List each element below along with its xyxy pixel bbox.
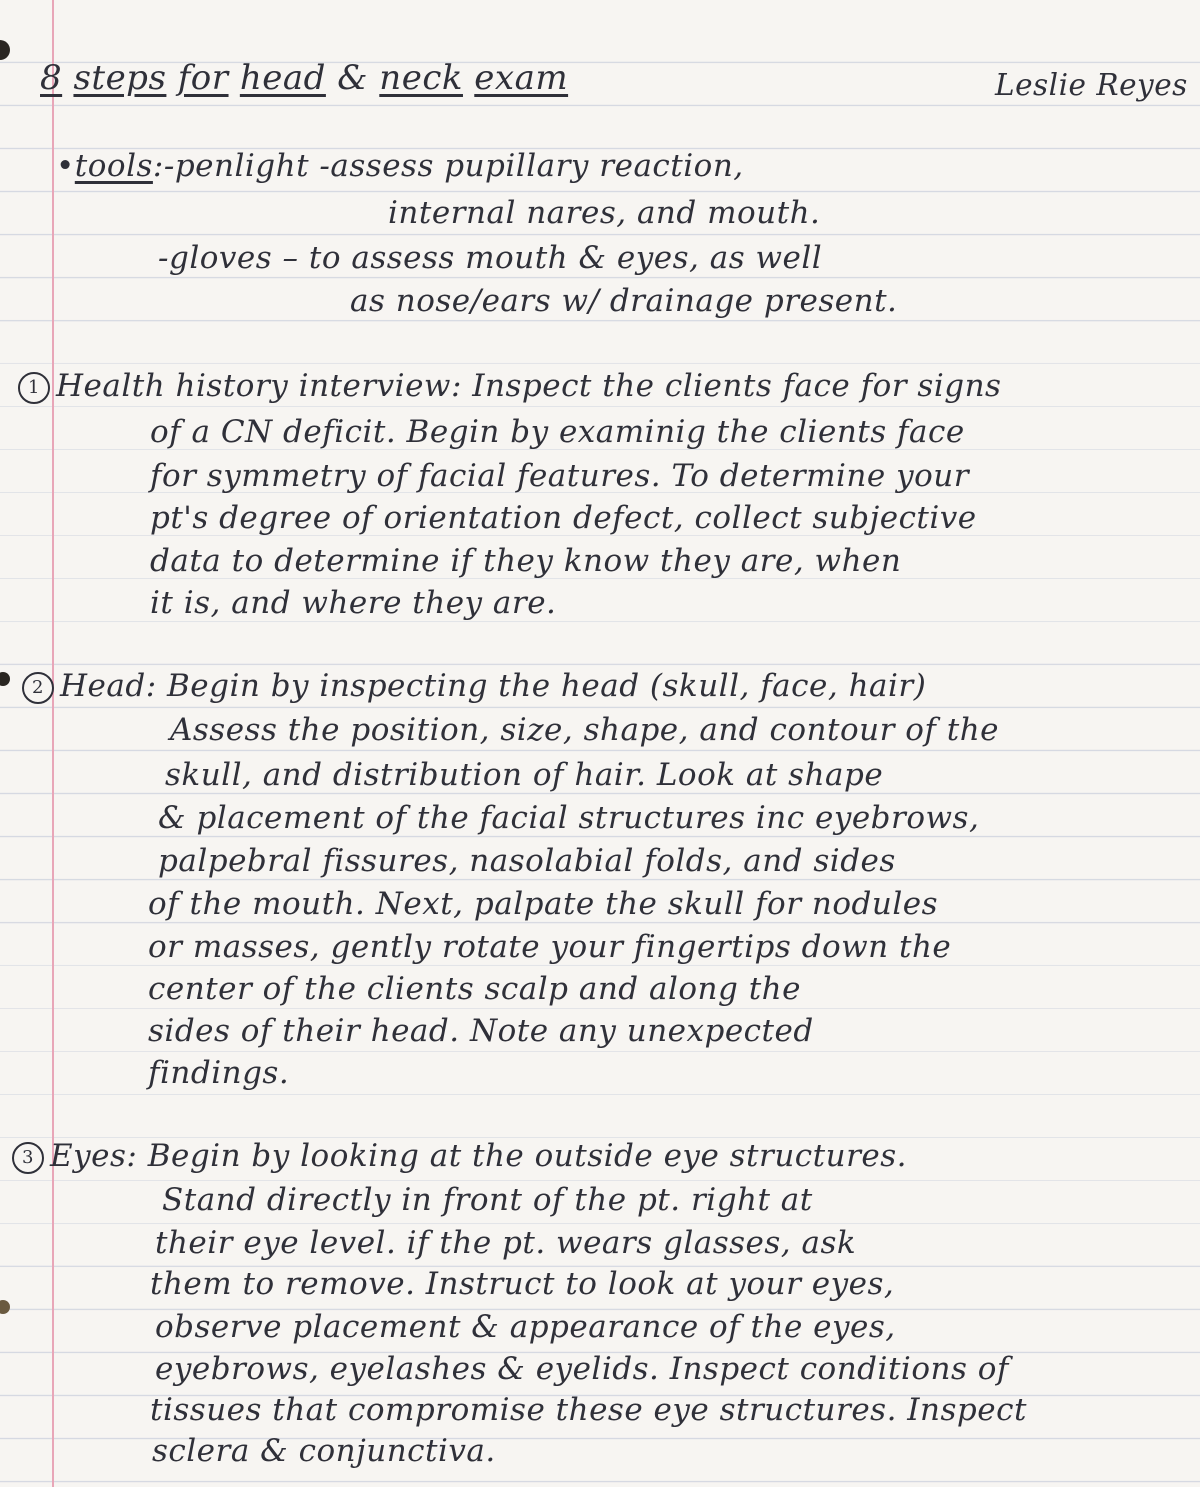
tools-penlight: :-penlight -assess pupillary reaction, <box>152 148 744 184</box>
section-number-1: 1 <box>18 372 50 404</box>
section-3-line-8: sclera & conjunctiva. <box>152 1433 496 1469</box>
section-1-line-3: for symmetry of facial features. To determine your <box>150 458 970 494</box>
section-2-line-9: sides of their head. Note any unexpected <box>148 1013 814 1049</box>
section-2-line-10: findings. <box>148 1055 290 1091</box>
margin-line <box>52 0 54 1487</box>
tools-line-3: -gloves – to assess mouth & eyes, as well <box>158 240 823 276</box>
section-2-line-8: center of the clients scalp and along the <box>148 971 801 1007</box>
section-2-line-7: or masses, gently rotate your fingertips down the <box>148 929 952 965</box>
title-amp: & <box>337 58 368 98</box>
section-1-line-1: 1 Health history interview: Inspect the clients face for signs <box>18 368 1001 404</box>
tools-line-4: as nose/ears w/ drainage present. <box>350 283 898 319</box>
author-name: Leslie Reyes <box>995 68 1188 102</box>
section-3-line-1: 3 Eyes: Begin by looking at the outside eye structures. <box>12 1138 907 1174</box>
tools-label: tools <box>74 148 153 184</box>
section-2-line-4: & placement of the facial structures inc eyebrows, <box>158 800 980 836</box>
section-number-3: 3 <box>12 1142 44 1174</box>
section-2-line-5: palpebral fissures, nasolabial folds, and sides <box>158 843 896 879</box>
section-3-line-7: tissues that compromise these eye structures. Inspect <box>150 1392 1027 1428</box>
tools-line-2: internal nares, and mouth. <box>388 195 821 231</box>
section-2-line-2: Assess the position, size, shape, and contour of the <box>170 712 1000 748</box>
title-neck: neck <box>379 58 463 98</box>
title-for: for <box>177 58 229 98</box>
tools-line-1: •tools:-penlight -assess pupillary reaction, <box>56 148 744 184</box>
section-1-line-2: of a CN deficit. Begin by examinig the clients face <box>150 414 965 450</box>
section-3-line-6: eyebrows, eyelashes & eyelids. Inspect conditions of <box>155 1351 1009 1387</box>
section-number-2: 2 <box>22 672 54 704</box>
title-steps: steps <box>73 58 167 98</box>
title-number: 8 <box>40 58 63 98</box>
punch-hole <box>0 40 10 60</box>
section-3-line-3: their eye level. if the pt. wears glasses, ask <box>155 1225 857 1261</box>
section-2-line-3: skull, and distribution of hair. Look at shape <box>165 757 884 793</box>
section-2-line-1: 2 Head: Begin by inspecting the head (skull, face, hair) <box>22 668 926 704</box>
punch-hole <box>0 1300 10 1314</box>
page-title <box>40 58 568 98</box>
punch-hole <box>0 672 10 686</box>
section-3-line-2: Stand directly in front of the pt. right at <box>162 1182 813 1218</box>
title-exam: exam <box>474 58 569 98</box>
section-1-line-4: pt's degree of orientation defect, collect subjective <box>150 500 977 536</box>
title-head: head <box>239 58 326 98</box>
section-2-line-6: of the mouth. Next, palpate the skull for nodules <box>148 886 938 922</box>
section-1-line-6: it is, and where they are. <box>150 585 557 621</box>
section-3-line-5: observe placement & appearance of the eyes, <box>155 1309 896 1345</box>
section-3-line-4: them to remove. Instruct to look at your eyes, <box>150 1266 895 1302</box>
section-1-line-5: data to determine if they know they are, when <box>150 543 902 579</box>
